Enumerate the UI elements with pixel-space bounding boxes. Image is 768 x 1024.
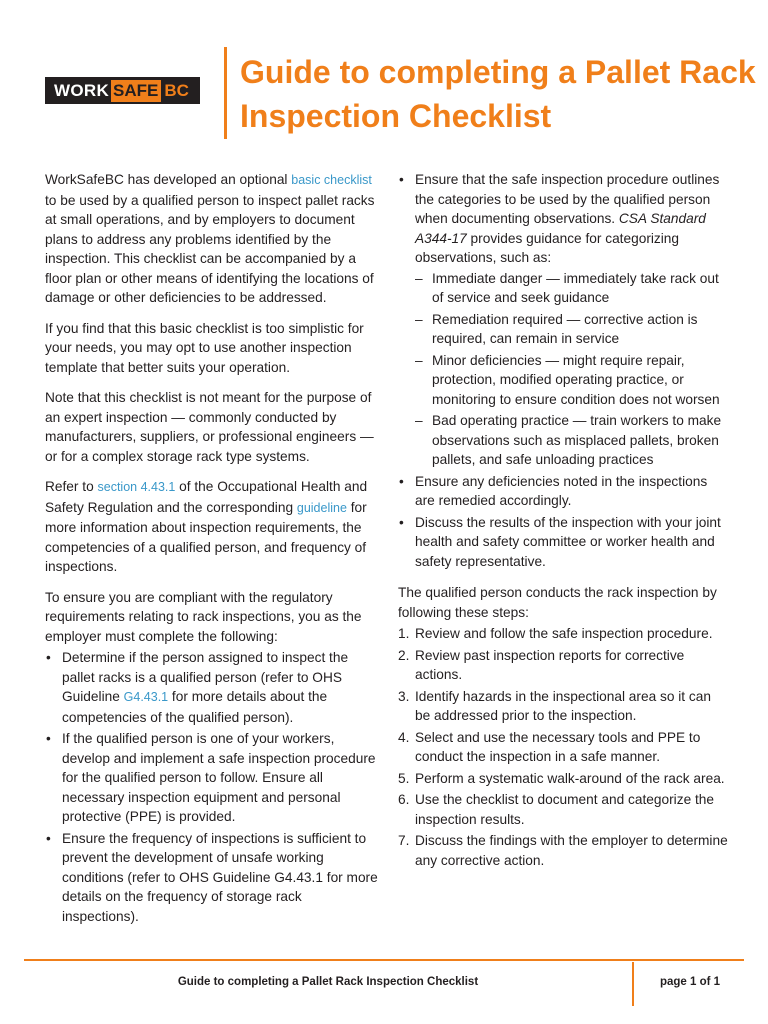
- basic-checklist-link[interactable]: basic checklist: [291, 173, 372, 187]
- employer-duties-list: [45, 648, 380, 926]
- list-item: • Ensure any deficiencies noted in the inspections are remedied accordingly.: [398, 472, 728, 511]
- step-number: 6.: [398, 792, 410, 807]
- regulation-text-1: Refer to: [45, 479, 98, 494]
- step-text: Select and use the necessary tools and PPE to conduct the inspection in a safe manner.: [415, 729, 701, 764]
- procedure-list: [398, 170, 728, 571]
- list-item: – Immediate danger — immediately take rack out of service and seek guidance: [415, 269, 728, 308]
- title-divider: [224, 47, 227, 139]
- csa-standard-reference: CSA Standard A344-17: [415, 211, 706, 246]
- step-text: Perform a systematic walk-around of the rack area.: [415, 770, 725, 786]
- inspection-steps-list: [398, 624, 728, 870]
- list-item: [398, 687, 728, 726]
- list-item: • Ensure the frequency of inspections is sufficient to prevent the development of unsafe working conditions (refer to OHS Guideline G4.43.1 for more details on the frequency of storage rack inspections).: [45, 829, 380, 927]
- intro-paragraph: [45, 170, 380, 308]
- intro-text-1: WorkSafeBC has developed an optional: [45, 172, 292, 187]
- section-4-43-1-link[interactable]: section 4.43.1: [97, 480, 176, 494]
- step-text: Use the checklist to document and categorize the inspection results.: [415, 792, 715, 827]
- list-item: [398, 831, 728, 870]
- steps-intro-paragraph: The qualified person conducts the rack inspection by following these steps:: [398, 585, 717, 620]
- step-text: Review past inspection reports for corrective actions.: [415, 647, 685, 682]
- list-item: – Bad operating practice — train workers to make observations such as misplaced pallets, broken pallets, and safe unloading practices: [415, 411, 728, 470]
- footer-vertical-divider: [632, 962, 634, 1006]
- duty-1-text-1: Determine if the person assigned to inspect the pallet racks is a qualified person (refer to OHS Guideline: [62, 650, 349, 704]
- step-number: 1.: [398, 626, 410, 641]
- list-item: [398, 790, 728, 829]
- step-number: 4.: [398, 729, 410, 745]
- list-item: – Remediation required — corrective action is required, can remain in service: [415, 310, 728, 349]
- observation-categories-list: [415, 269, 728, 470]
- regulation-text-3: for more information about inspection requirements, the competencies of a qualified person, and frequency of inspections.: [45, 499, 367, 574]
- list-item: • Discuss the results of the inspection with your joint health and safety committee or worker health and safety representative.: [398, 513, 728, 572]
- regulation-paragraph: [45, 477, 380, 577]
- expert-note-paragraph: Note that this checklist is not meant for the purpose of an expert inspection — commonly conducted by manufacturers, suppliers, or professional engineers — or for a complex storage rack type systems.: [45, 390, 374, 464]
- intro-text-2: to be used by a qualified person to inspect pallet racks at small operations, and by employers to document plans to address any problems identified by the inspection. This checklist can be accompanied by a floor plan or other means of identifying the locations of damage or other deficiencies to be addressed.: [45, 192, 375, 305]
- list-item: [45, 648, 380, 727]
- guideline-link[interactable]: guideline: [296, 500, 347, 515]
- left-column: [45, 170, 380, 936]
- step-number: 5.: [398, 770, 410, 786]
- step-text: Identify hazards in the inspectional area so it can be addressed prior to the inspection.: [415, 688, 711, 723]
- list-item: [398, 769, 728, 789]
- regulation-text-2: of the Occupational Health and Safety Regulation and the corresponding: [45, 479, 368, 515]
- worksafebc-logo: [45, 77, 200, 104]
- list-item: [398, 728, 728, 767]
- logo-safe-text: SAFE: [111, 80, 161, 102]
- list-item: [398, 646, 728, 685]
- template-paragraph: If you find that this basic checklist is too simplistic for your needs, you may opt to use another inspection template that better suits your operation.: [45, 320, 364, 375]
- page-number: page 1 of 1: [659, 976, 721, 988]
- procedure-text-1: Ensure that the safe inspection procedure outlines the categories to be used by the qualified person when documenting observations.: [415, 172, 720, 226]
- step-number: 2.: [398, 647, 410, 663]
- g4-43-1-link[interactable]: G4.43.1: [123, 690, 169, 704]
- logo-bc-text: BC: [164, 80, 189, 100]
- list-item: – Minor deficiencies — might require repair, protection, modified operating practice, or monitoring to ensure condition does not worsen: [415, 351, 728, 410]
- page-title: Guide to completing a Pallet Rack Inspection Checklist: [240, 54, 756, 134]
- compliance-paragraph: To ensure you are compliant with the regulatory requirements relating to rack inspections, you as the employer must complete the following:: [45, 589, 362, 644]
- step-number: 3.: [398, 688, 410, 704]
- footer-title: Guide to completing a Pallet Rack Inspection Checklist: [177, 976, 479, 988]
- list-item: [398, 170, 728, 470]
- footer-divider: [24, 959, 744, 961]
- procedure-text-2: provides guidance for categorizing observations, such as:: [415, 230, 680, 265]
- logo-work-text: WORK: [54, 80, 110, 100]
- duty-1-text-2: for more details about the competencies of the qualified person).: [62, 689, 328, 725]
- right-column: [398, 170, 728, 872]
- list-item: [398, 624, 728, 644]
- list-item: • If the qualified person is one of your workers, develop and implement a safe inspection procedure for the qualified person to follow. Ensure all necessary inspection equipment and personal protective (PPE) is provided.: [45, 729, 380, 827]
- step-text: Discuss the findings with the employer to determine any corrective action.: [415, 833, 728, 868]
- step-text: Review and follow the safe inspection procedure.: [415, 626, 713, 641]
- step-number: 7.: [398, 833, 410, 848]
